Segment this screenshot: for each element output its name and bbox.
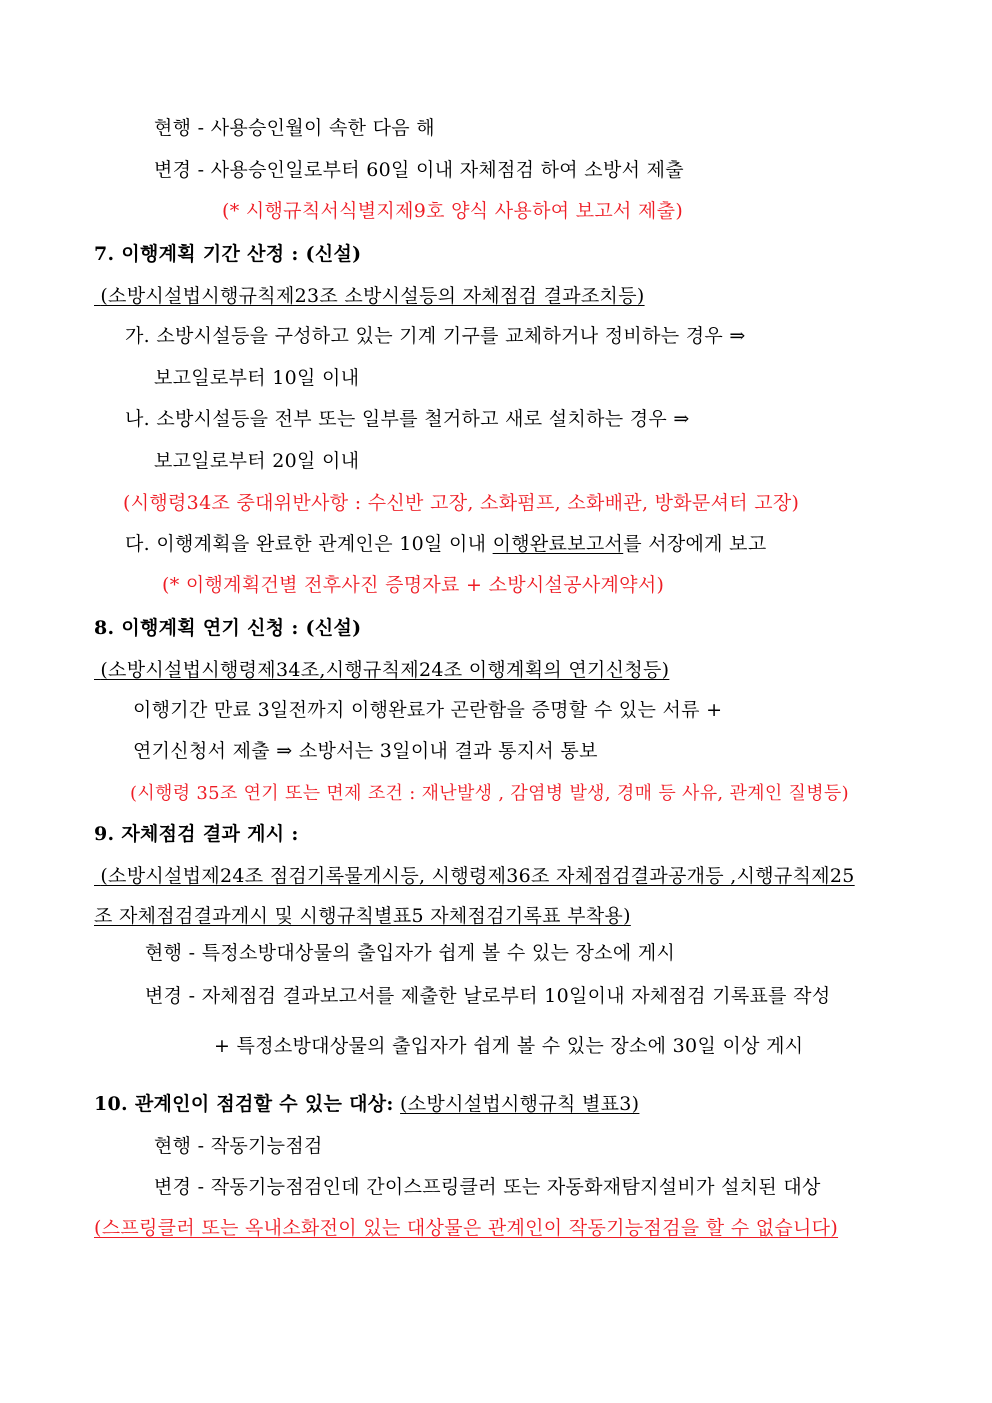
item-ga: 가. 소방시설등을 구성하고 있는 기계 기구를 교체하거나 정비하는 경우 ⇒ xyxy=(125,325,746,347)
item-ga-deadline: 보고일로부터 10일 이내 xyxy=(154,367,360,389)
current-text-10: 현행 - 작동기능점검 xyxy=(154,1135,323,1157)
section-9-reference-1-text: (소방시설법제24조 점검기록물게시등, 시행령제36조 자체점검결과공개등 ,시행규칙제25 xyxy=(100,865,855,887)
section-9-heading: 9. 자체점검 결과 게시 : xyxy=(94,823,299,845)
note-red-2: (시행령34조 중대위반사항 : 수신반 고장, 소화펌프, 소화배관, 방화문셔터 고장) xyxy=(123,492,800,514)
section-8-text-2: 연기신청서 제출 ⇒ 소방서는 3일이내 결과 통지서 통보 xyxy=(133,740,598,762)
section-10-reference: (소방시설법시행규칙 별표3) xyxy=(400,1093,640,1115)
section-10-heading xyxy=(94,1091,639,1117)
item-na-deadline: 보고일로부터 20일 이내 xyxy=(154,450,360,472)
item-na: 나. 소방시설등을 전부 또는 일부를 철거하고 새로 설치하는 경우 ⇒ xyxy=(125,408,690,430)
section-9-reference-2: 조 자체점검결과게시 및 시행규칙별표5 자체점검기록표 부착용) xyxy=(94,905,631,927)
section-8-heading: 8. 이행계획 연기 신청 : (신설) xyxy=(94,617,362,639)
change-text-9-cont: + 특정소방대상물의 출입자가 쉽게 볼 수 있는 장소에 30일 이상 게시 xyxy=(214,1035,804,1057)
section-8-text-1: 이행기간 만료 3일전까지 이행완료가 곤란함을 증명할 수 있는 서류 + xyxy=(133,699,723,721)
section-9-reference-1 xyxy=(94,863,855,889)
section-7-heading: 7. 이행계획 기간 산정 : (신설) xyxy=(94,243,362,265)
note-red-1: (* 시행규칙서식별지제9호 양식 사용하여 보고서 제출) xyxy=(222,200,684,222)
item-da-text-c: 를 서장에게 보고 xyxy=(623,533,767,555)
section-8-reference xyxy=(94,657,669,683)
note-red-5: (스프링클러 또는 옥내소화전이 있는 대상물은 관계인이 작동기능점검을 할 수 없습니다) xyxy=(94,1217,839,1239)
note-red-3: (* 이행계획건별 전후사진 증명자료 + 소방시설공사계약서) xyxy=(162,574,665,596)
current-text-9: 현행 - 특정소방대상물의 출입자가 쉽게 볼 수 있는 장소에 게시 xyxy=(145,942,676,964)
change-text-10: 변경 - 작동기능점검인데 간이스프링클러 또는 자동화재탐지설비가 설치된 대상 xyxy=(154,1176,821,1198)
item-da-report-name: 이행완료보고서 xyxy=(492,533,624,555)
section-8-reference-text: (소방시설법시행령제34조,시행규칙제24조 이행계획의 연기신청등) xyxy=(100,659,670,681)
section-10-title: 10. 관계인이 점검할 수 있는 대상: xyxy=(94,1093,394,1115)
section-7-reference xyxy=(94,283,645,309)
section-7-reference-text: (소방시설법시행규칙제23조 소방시설등의 자체점검 결과조치등) xyxy=(100,285,645,307)
current-text-1: 현행 - 사용승인월이 속한 다음 해 xyxy=(154,117,435,139)
item-da xyxy=(125,531,766,557)
note-red-4: (시행령 35조 연기 또는 면제 조건 : 재난발생 , 감염병 발생, 경매 등 사유, 관계인 질병등) xyxy=(130,783,849,804)
change-text-9: 변경 - 자체점검 결과보고서를 제출한 날로부터 10일이내 자체점검 기록표를 작성 xyxy=(145,985,831,1007)
change-text-1: 변경 - 사용승인일로부터 60일 이내 자체점검 하여 소방서 제출 xyxy=(154,159,684,181)
item-da-text-a: 다. 이행계획을 완료한 관계인은 10일 이내 xyxy=(125,533,493,555)
